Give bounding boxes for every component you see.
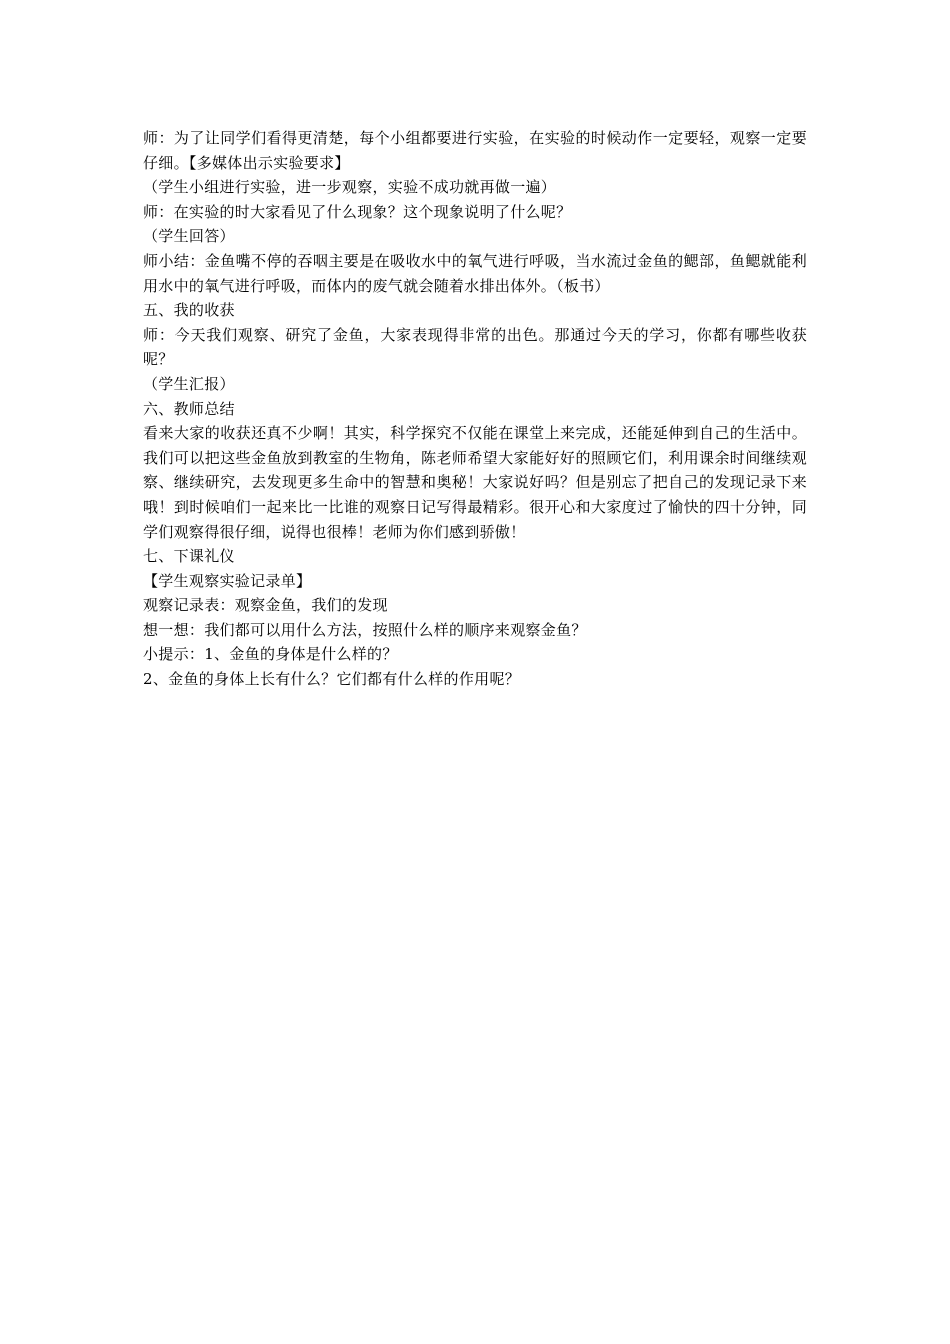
paragraph-teacher-gains-question: 师：今天我们观察、研究了金鱼，大家表现得非常的出色。那通过今天的学习，你都有哪些收获呢？ <box>143 325 807 369</box>
paragraph-record-table: 观察记录表：观察金鱼，我们的发现 <box>143 596 388 615</box>
paragraph-student-answer: （学生回答） <box>143 227 235 246</box>
paragraph-student-report: （学生汇报） <box>143 374 235 393</box>
section-heading-teacher-summary: 六、教师总结 <box>143 399 235 418</box>
document-body <box>143 126 807 692</box>
paragraph-teacher-summary: 师小结：金鱼嘴不停的吞咽主要是在吸收水中的氧气进行呼吸，当水流过金鱼的鳃部，鱼鳃就能利用水中的氧气进行呼吸，而体内的废气就会随着水排出体外。（板书） <box>143 251 807 295</box>
paragraph-student-group-experiment: （学生小组进行实验，进一步观察，实验不成功就再做一遍） <box>143 178 557 197</box>
paragraph-closing-remarks: 看来大家的收获还真不少啊！其实，科学探究不仅能在课堂上来完成，还能延伸到自己的生活中。我们可以把这些金鱼放到教室的生物角，陈老师希望大家能好好的照顾它们，利用课余时间继续观察、继续研究，去发现更多生命中的智慧和奥秘！大家说好吗？但是别忘了把自己的发现记录下来哦！到时候咱们一起来比一比谁的观察日记写得最精彩。很开心和大家度过了愉快的四十分钟，同学们观察得很仔细，说得也很棒！老师为你们感到骄傲！ <box>143 424 807 541</box>
section-heading-my-gains: 五、我的收获 <box>143 301 235 320</box>
section-heading-class-dismissal: 七、下课礼仪 <box>143 547 235 566</box>
heading-observation-record-sheet: 【学生观察实验记录单】 <box>143 571 312 590</box>
paragraph-think-question: 想一想：我们都可以用什么方法，按照什么样的顺序来观察金鱼？ <box>143 620 587 639</box>
paragraph-tip-2: 2、金鱼的身体上长有什么？它们都有什么样的作用呢？ <box>143 670 521 689</box>
paragraph-tip-1: 小提示：1、金鱼的身体是什么样的？ <box>143 645 398 664</box>
paragraph-teacher-experiment-instructions: 师：为了让同学们看得更清楚，每个小组都要进行实验，在实验的时候动作一定要轻，观察一定要仔细。【多媒体出示实验要求】 <box>143 129 807 172</box>
paragraph-teacher-question: 师：在实验的时大家看见了什么现象？这个现象说明了什么呢？ <box>143 202 572 221</box>
